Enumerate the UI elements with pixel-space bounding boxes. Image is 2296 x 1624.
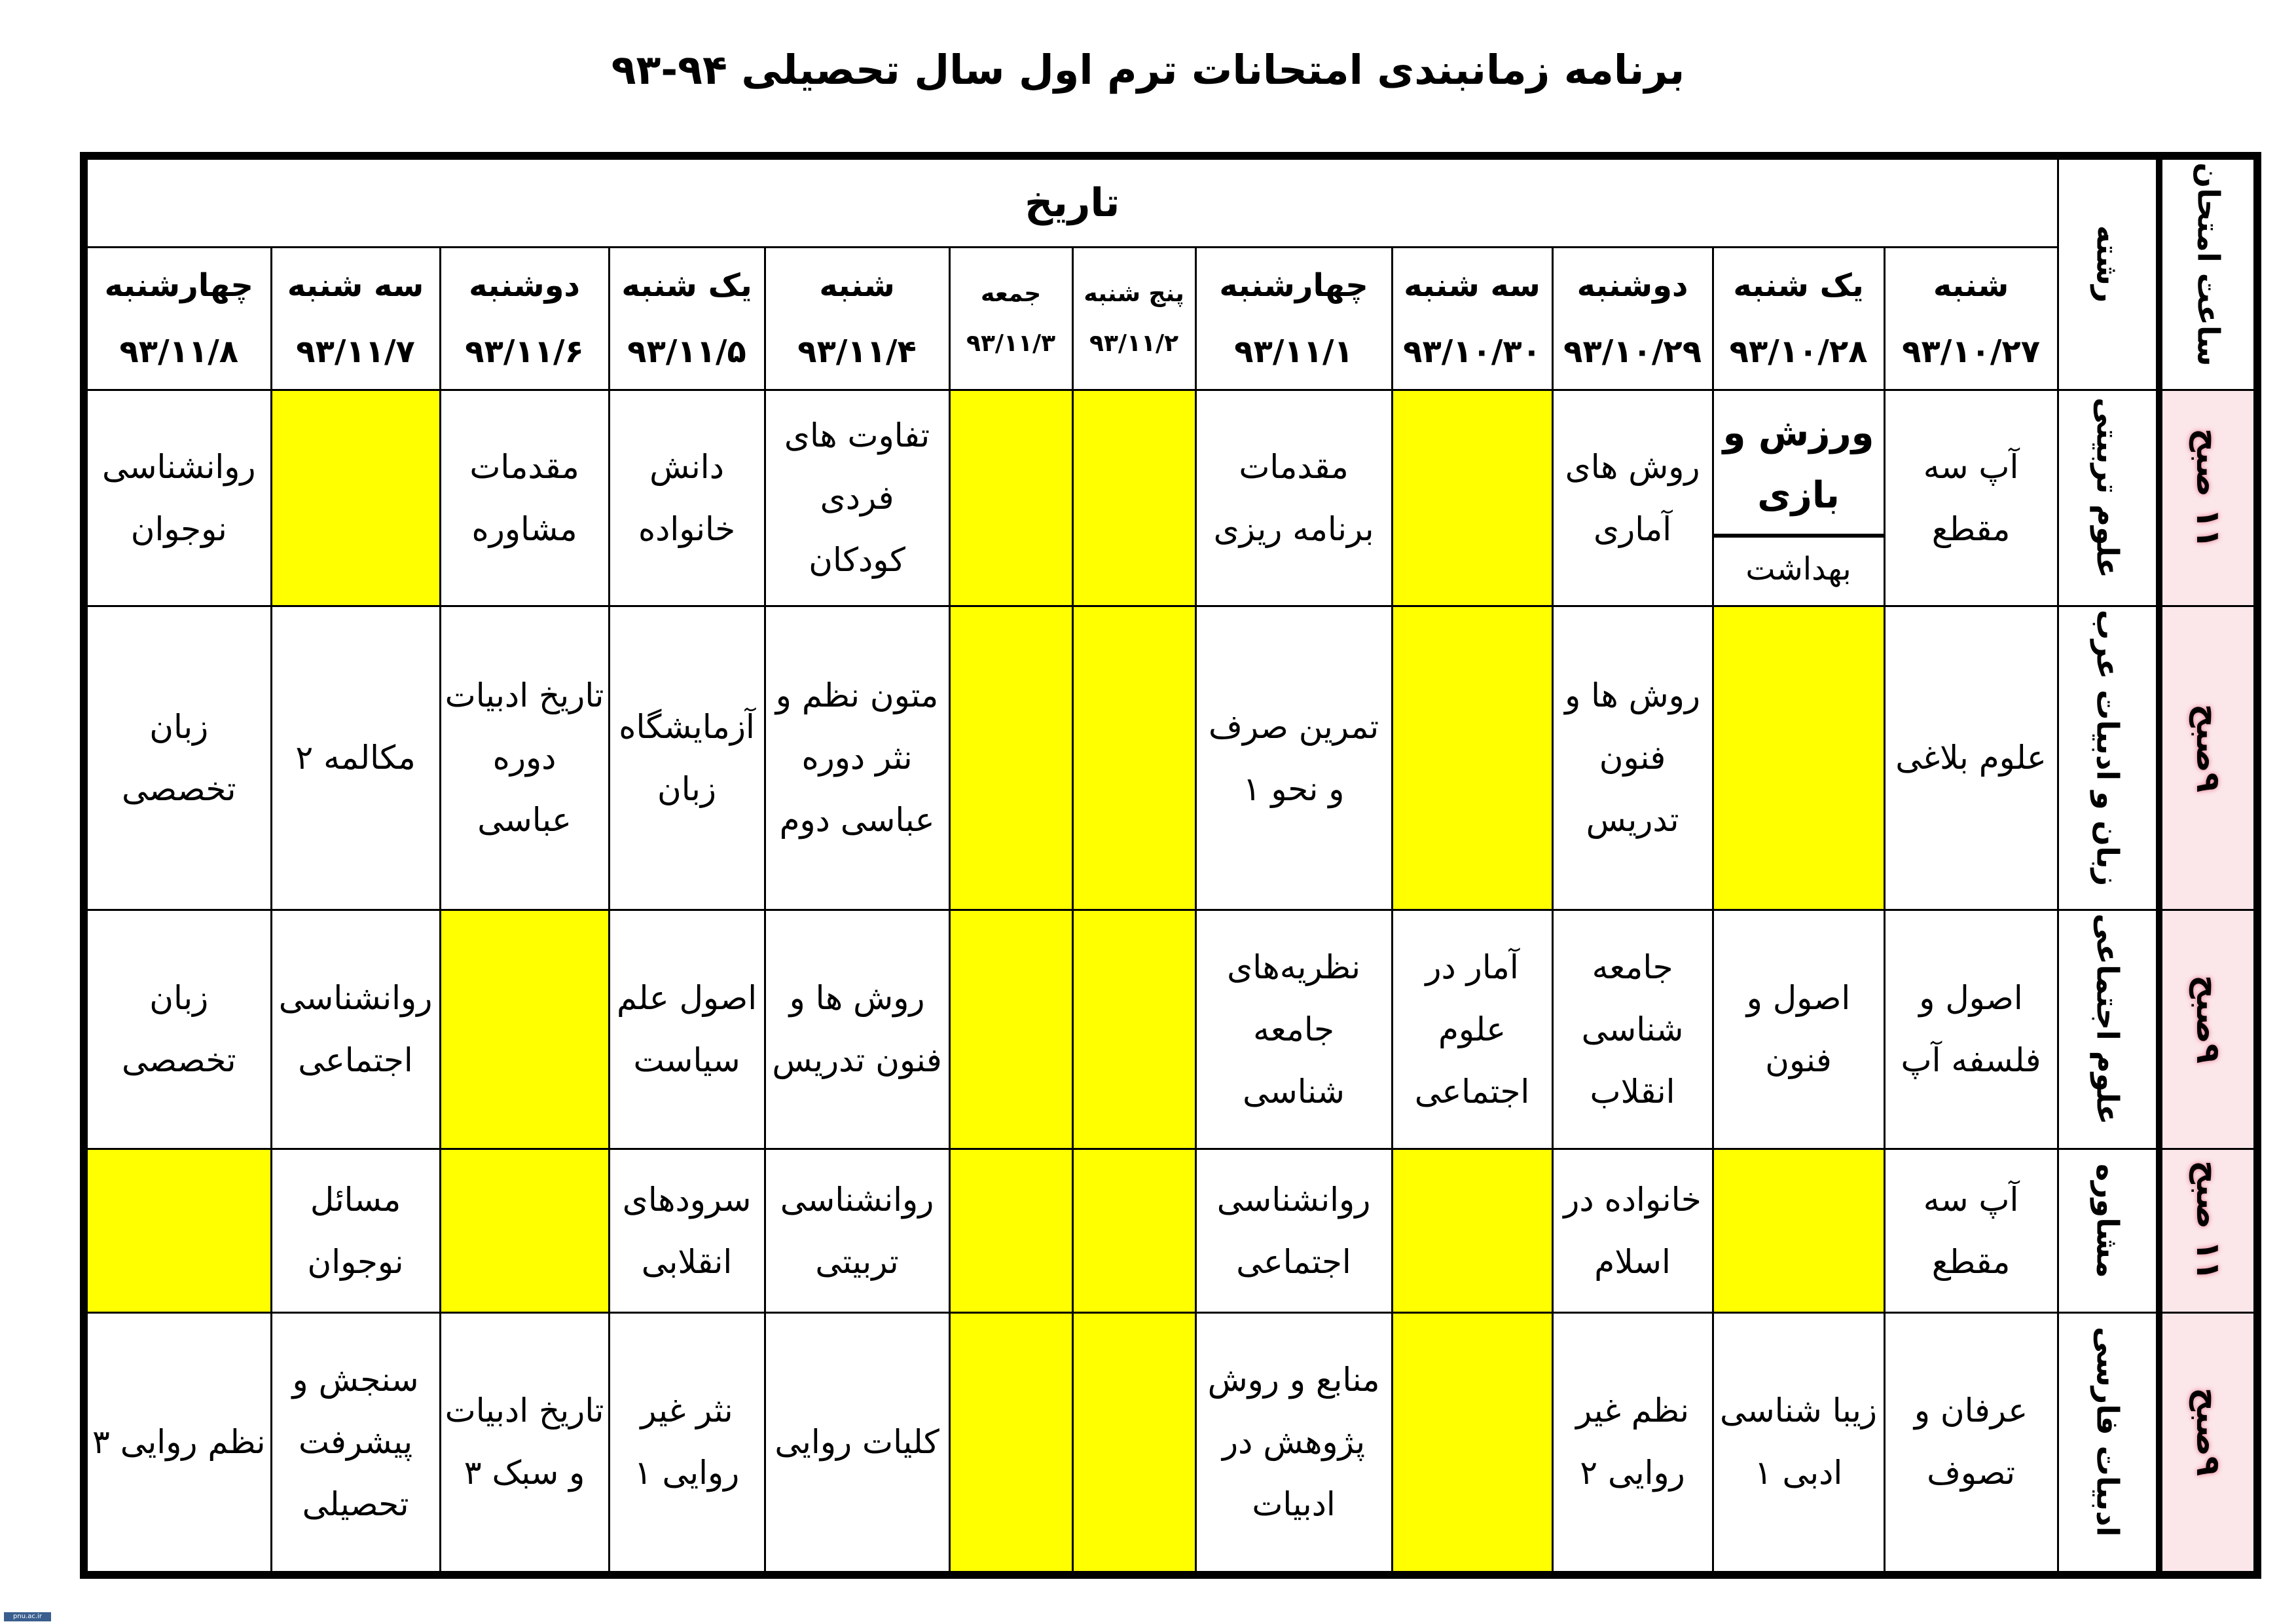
course-cell: آپ سه مقطع [1884, 1149, 2058, 1313]
course-cell: اصول علم سیاست [609, 910, 765, 1149]
day-name: سه شنبه [1404, 267, 1540, 304]
course-cell: زبان تخصصی [84, 606, 271, 910]
empty-cell [1713, 1149, 1884, 1313]
exam-time-cell [2159, 1149, 2257, 1313]
day-name: شنبه [819, 267, 895, 304]
course-cell: سرودهای انقلابی [609, 1149, 765, 1313]
day-name: سه شنبه [287, 267, 424, 304]
day-name: یک شنبه [621, 267, 752, 304]
course-name: بهداشت [1745, 550, 1851, 587]
course-cell: نظم روایی ۳ [84, 1313, 271, 1575]
course-cell: روش ها و فنون تدریس [1552, 606, 1713, 910]
empty-cell [1392, 390, 1552, 606]
header-row-days [84, 247, 2257, 390]
course-cell: روانشناسی نوجوان [84, 390, 271, 606]
footer-watermark: pnu.ac.ir [4, 1612, 51, 1621]
exam-time-cell [2159, 910, 2257, 1149]
day-name: چهارشنبه [1219, 267, 1368, 304]
schedule-row [84, 910, 2257, 1149]
course-cell: منابع و روش پژوهش در ادبیات [1195, 1313, 1392, 1575]
course-cell: روانشناسی تربیتی [765, 1149, 949, 1313]
empty-cell [1072, 1313, 1195, 1575]
course-name: ورزش و بازی [1714, 396, 1884, 537]
course-cell: متون نظم و نثر دوره عباسی دوم [765, 606, 949, 910]
day-name: جمعه [980, 280, 1042, 307]
empty-cell [1072, 1149, 1195, 1313]
course-cell: روانشناسی اجتماعی [1195, 1149, 1392, 1313]
course-cell: آزمایشگاه زبان [609, 606, 765, 910]
field-cell [2058, 390, 2159, 606]
schedule-row [84, 390, 2257, 606]
course-cell [1713, 390, 1884, 606]
field-label: علوم اجتماعی [2090, 913, 2126, 1126]
day-header [84, 247, 271, 390]
day-date: ۹۳/۱۰/۲۹ [1563, 333, 1702, 370]
day-date: ۹۳/۱۱/۷ [296, 333, 415, 370]
course-cell: تاریخ ادبیات دوره عباسی [440, 606, 609, 910]
day-date: ۹۳/۱۰/۲۸ [1729, 333, 1868, 370]
course-cell: عرفان و تصوف [1884, 1313, 2058, 1575]
course-cell: اصول و فلسفه آپ [1884, 910, 2058, 1149]
course-cell: مکالمه ۲ [271, 606, 440, 910]
course-cell: مسائل نوجوان [271, 1149, 440, 1313]
field-header-label: رشته [2090, 225, 2126, 303]
course-cell: علوم بلاغی [1884, 606, 2058, 910]
course-cell: زبان تخصصی [84, 910, 271, 1149]
header-row-top [84, 156, 2257, 247]
page-title: برنامه زمانبندی امتحانات ترم اول سال تحصیلی ۹۴-۹۳ [611, 46, 1685, 94]
day-name: یک شنبه [1733, 267, 1864, 304]
exam-time-cell [2159, 606, 2257, 910]
field-label: ادبیات فارسی [2090, 1327, 2126, 1538]
empty-cell [1392, 606, 1552, 910]
empty-cell [949, 606, 1072, 910]
day-header [1713, 247, 1884, 390]
day-name: دوشنبه [1576, 267, 1688, 304]
day-header [609, 247, 765, 390]
exam-time-cell [2159, 1313, 2257, 1575]
day-date: ۹۳/۱۱/۶ [465, 333, 584, 370]
day-name: شنبه [1933, 267, 2009, 304]
day-date: ۹۳/۱۱/۱ [1234, 333, 1353, 370]
course-cell: کلیات روایی [765, 1313, 949, 1575]
field-cell [2058, 606, 2159, 910]
dates-header: تاریخ [84, 156, 2058, 247]
empty-cell [1392, 1149, 1552, 1313]
empty-cell [949, 390, 1072, 606]
course-cell: اصول و فنون [1713, 910, 1884, 1149]
day-date: ۹۳/۱۰/۳۰ [1403, 333, 1541, 370]
empty-cell [1072, 606, 1195, 910]
exam-schedule-table [80, 152, 2261, 1579]
day-date: ۹۳/۱۱/۸ [119, 333, 239, 370]
empty-cell [949, 1149, 1072, 1313]
course-cell: نظم غیر روایی ۲ [1552, 1313, 1713, 1575]
day-header [949, 247, 1072, 390]
day-date: ۹۳/۱۱/۵ [627, 333, 746, 370]
empty-cell [949, 1313, 1072, 1575]
course-cell: خانواده در اسلام [1552, 1149, 1713, 1313]
course-cell: روانشناسی اجتماعی [271, 910, 440, 1149]
course-cell: روش های آماری [1552, 390, 1713, 606]
day-header [1195, 247, 1392, 390]
field-cell [2058, 910, 2159, 1149]
field-label: مشاوره [2090, 1163, 2126, 1278]
course-cell: تفاوت های فردی کودکان [765, 390, 949, 606]
empty-cell [271, 390, 440, 606]
day-header [440, 247, 609, 390]
course-cell: آمار در علوم اجتماعی [1392, 910, 1552, 1149]
day-date: ۹۳/۱۱/۲ [1089, 329, 1179, 357]
day-date: ۹۳/۱۱/۳ [966, 329, 1056, 357]
day-name: دوشنبه [469, 267, 581, 304]
course-cell: زیبا شناسی ادبی ۱ [1713, 1313, 1884, 1575]
day-header [1884, 247, 2058, 390]
exam-time-label: ۱۱ صبح [2189, 1160, 2228, 1281]
field-label: علوم تربیتی [2090, 397, 2126, 579]
field-cell [2058, 1313, 2159, 1575]
empty-cell [440, 1149, 609, 1313]
empty-cell [1713, 606, 1884, 910]
day-name: چهارشنبه [104, 267, 253, 304]
empty-cell [949, 910, 1072, 1149]
course-cell: جامعه شناسی انقلاب [1552, 910, 1713, 1149]
course-cell: روش ها و فنون تدریس [765, 910, 949, 1149]
field-cell [2058, 1149, 2159, 1313]
day-header [1552, 247, 1713, 390]
course-cell: نثر غیر روایی ۱ [609, 1313, 765, 1575]
day-header [765, 247, 949, 390]
day-header [1072, 247, 1195, 390]
exam-time-label: ۹صبح [2189, 975, 2228, 1064]
schedule-row [84, 1149, 2257, 1313]
empty-cell [1072, 910, 1195, 1149]
course-cell: تاریخ ادبیات و سبک ۳ [440, 1313, 609, 1575]
time-header [2159, 156, 2257, 390]
day-name: پنج شنبه [1084, 280, 1184, 307]
exam-time-label: ۹صبح [2189, 1388, 2228, 1477]
field-label: زبان و ادبیات عرب [2090, 610, 2126, 887]
time-header-label: ساعت امتحان [2191, 162, 2227, 367]
schedule-row [84, 606, 2257, 910]
course-cell: نظریه‌های جامعه شناسی [1195, 910, 1392, 1149]
course-cell: تمرین صرف و نحو ۱ [1195, 606, 1392, 910]
day-date: ۹۳/۱۰/۲۷ [1902, 333, 2040, 370]
course-cell: سنجش و پیشرفت تحصیلی [271, 1313, 440, 1575]
exam-time-label: ۹صبح [2189, 703, 2228, 793]
course-cell: مقدمات برنامه ریزی [1195, 390, 1392, 606]
course-cell: آپ سه مقطع [1884, 390, 2058, 606]
day-date: ۹۳/۱۱/۴ [797, 333, 917, 370]
empty-cell [1072, 390, 1195, 606]
day-header [271, 247, 440, 390]
empty-cell [1392, 1313, 1552, 1575]
course-cell: دانش خانواده [609, 390, 765, 606]
course-cell: مقدمات مشاوره [440, 390, 609, 606]
exam-time-label: ۱۱ صبح [2189, 428, 2228, 548]
empty-cell [84, 1149, 271, 1313]
field-header [2058, 156, 2159, 390]
empty-cell [440, 910, 609, 1149]
day-header [1392, 247, 1552, 390]
schedule-row [84, 1313, 2257, 1575]
exam-time-cell [2159, 390, 2257, 606]
